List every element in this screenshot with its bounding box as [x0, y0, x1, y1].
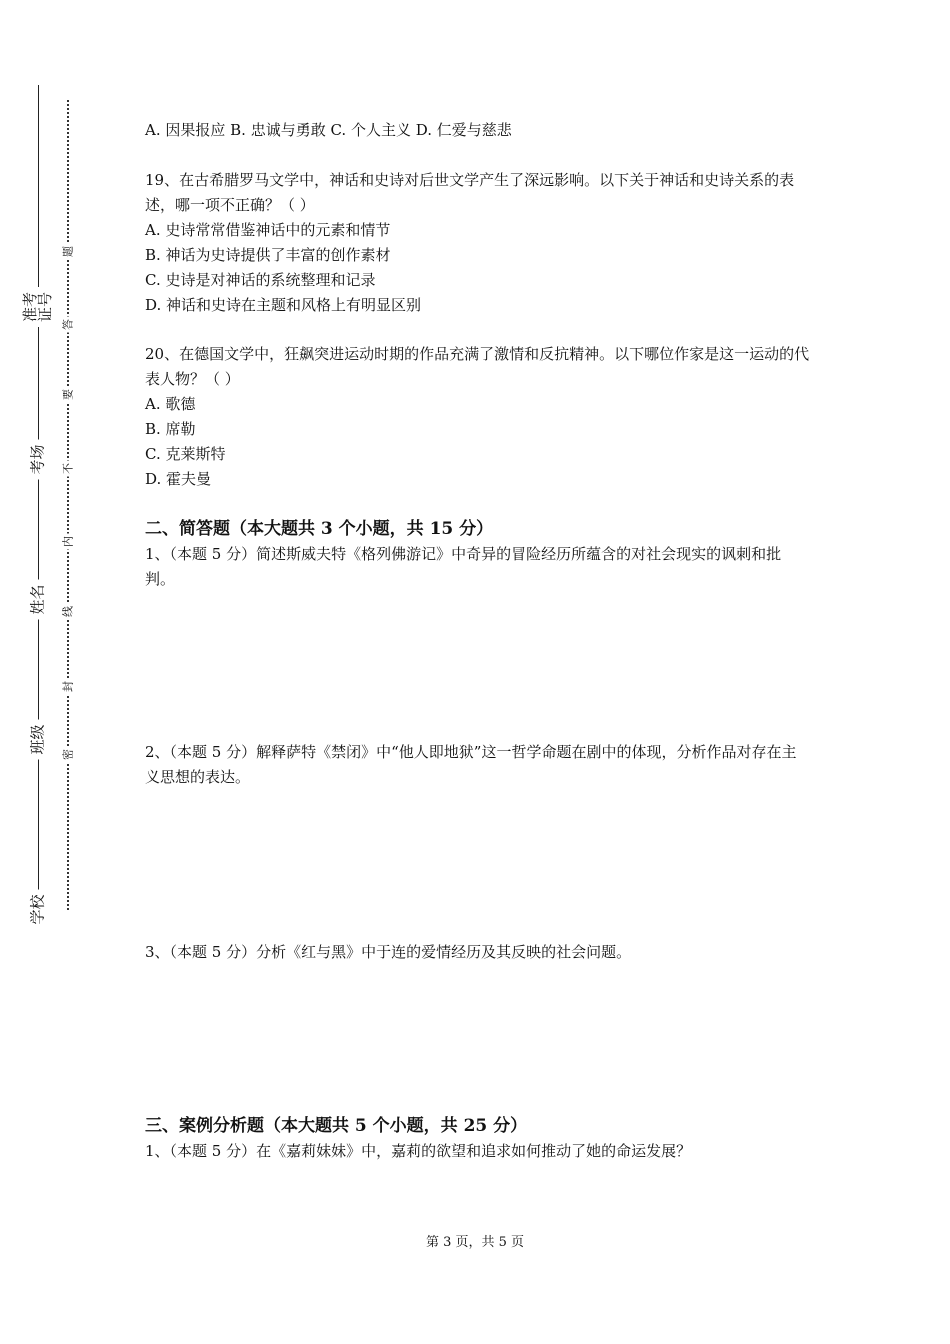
seal-dotted-line [67, 100, 69, 910]
seal-char: 密 [62, 747, 75, 763]
seal-char: 题 [62, 244, 75, 260]
class-label: 班级 [29, 720, 48, 760]
section3-title: 三、案例分析题（本大题共 5 个小题，共 25 分） [145, 1116, 528, 1136]
exam-room-label: 考场 [29, 440, 48, 480]
q19-option-d: D. 神话和史诗在主题和风格上有明显区别 [145, 296, 422, 314]
exam-id-label: 准考证号 [21, 287, 55, 327]
q20-option-b: B. 席勒 [145, 420, 196, 438]
binding-margin [0, 0, 110, 1344]
binding-solid-line [38, 85, 39, 923]
q19-option-b: B. 神话为史诗提供了丰富的创作素材 [145, 246, 391, 264]
section2-q2: 2、（本题 5 分）解释萨特《禁闭》中“他人即地狱”这一哲学命题在剧中的体现，分析作品对存在主义思想的表达。 [145, 743, 797, 786]
q18-options: A. 因果报应 B. 忠诚与勇敢 C. 个人主义 D. 仁爱与慈悲 [145, 121, 512, 139]
q19-option-a: A. 史诗常常借鉴神话中的元素和情节 [145, 221, 391, 239]
section2-q3: 3、（本题 5 分）分析《红与黑》中于连的爱情经历及其反映的社会问题。 [145, 943, 632, 961]
q20-option-d: D. 霍夫曼 [145, 470, 212, 488]
seal-char: 不 [62, 461, 75, 477]
seal-char: 线 [62, 604, 75, 620]
section2-title: 二、简答题（本大题共 3 个小题，共 15 分） [145, 519, 494, 539]
section2-q1: 1、（本题 5 分）简述斯威夫特《格列佛游记》中奇异的冒险经历所蕴含的对社会现实的讽刺和批判。 [145, 545, 782, 588]
name-label: 姓名 [29, 580, 48, 620]
q20-option-a: A. 歌德 [145, 395, 196, 413]
seal-char: 答 [62, 317, 75, 333]
seal-char: 要 [62, 387, 75, 403]
q19-stem: 19、在古希腊罗马文学中，神话和史诗对后世文学产生了深远影响。以下关于神话和史诗关系的表述，哪一项不正确？（ ） [145, 171, 795, 214]
seal-char: 封 [62, 679, 75, 695]
q19-option-c: C. 史诗是对神话的系统整理和记录 [145, 271, 376, 289]
section3-q1: 1、（本题 5 分）在《嘉莉妹妹》中，嘉莉的欲望和追求如何推动了她的命运发展？ [145, 1142, 692, 1160]
q20-stem: 20、在德国文学中，狂飙突进运动时期的作品充满了激情和反抗精神。以下哪位作家是这一运动的代表人物？（ ） [145, 345, 810, 388]
q20-option-c: C. 克莱斯特 [145, 445, 226, 463]
school-label: 学校 [29, 890, 48, 930]
seal-char: 内 [62, 534, 75, 550]
page-footer: 第 3 页，共 5 页 [425, 1235, 525, 1250]
